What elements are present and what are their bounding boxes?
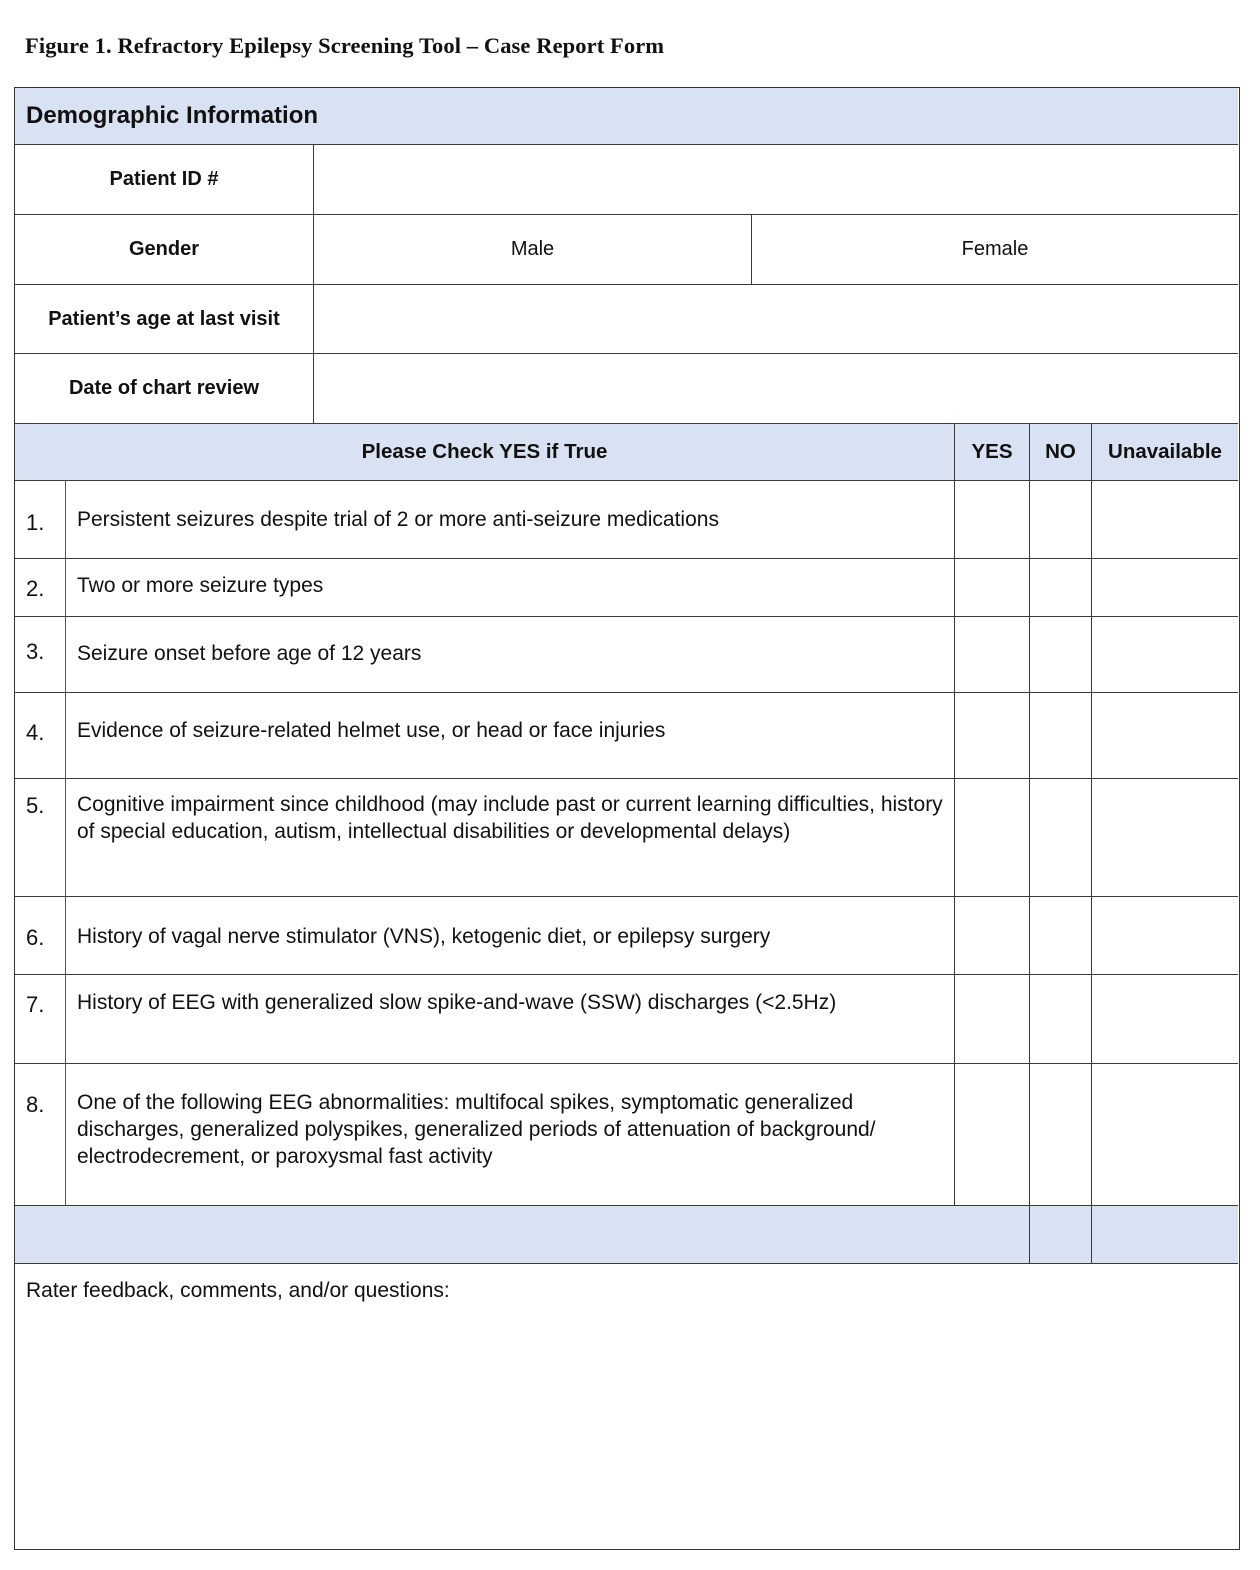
patient-id-field[interactable] <box>313 144 1238 214</box>
item-number: 5. <box>15 778 65 896</box>
yes-column-header: YES <box>954 423 1029 480</box>
patient-id-label: Patient ID # <box>15 144 313 214</box>
demographic-section-header: Demographic Information <box>15 88 1238 144</box>
unavailable-checkbox[interactable] <box>1091 558 1238 616</box>
item-number: 6. <box>15 896 65 974</box>
yes-checkbox[interactable] <box>954 778 1029 896</box>
comments-label: Rater feedback, comments, and/or questions: <box>26 1279 450 1302</box>
no-checkbox[interactable] <box>1029 1063 1091 1205</box>
unavailable-checkbox[interactable] <box>1091 692 1238 778</box>
yes-checkbox[interactable] <box>954 692 1029 778</box>
unavailable-column-header: Unavailable <box>1091 423 1238 480</box>
item-text: Two or more seizure types <box>65 558 954 616</box>
no-column-header: NO <box>1029 423 1091 480</box>
checklist-footer-no <box>1029 1205 1091 1263</box>
item-number: 3. <box>15 616 65 692</box>
age-field[interactable] <box>313 284 1238 353</box>
yes-checkbox[interactable] <box>954 616 1029 692</box>
no-checkbox[interactable] <box>1029 692 1091 778</box>
item-number: 4. <box>15 692 65 778</box>
item-number: 7. <box>15 974 65 1063</box>
no-checkbox[interactable] <box>1029 480 1091 558</box>
item-text: One of the following EEG abnormalities: multifocal spikes, symptomatic generalized discharges, generalized polyspikes, generalized periods of attenuation of background/ electrodecrement, or paroxysmal fast activity <box>65 1063 954 1205</box>
item-number: 1. <box>15 480 65 558</box>
item-number: 2. <box>15 558 65 616</box>
unavailable-checkbox[interactable] <box>1091 480 1238 558</box>
yes-checkbox[interactable] <box>954 896 1029 974</box>
item-text: Persistent seizures despite trial of 2 or more anti-seizure medications <box>65 480 954 558</box>
checklist-instruction-header: Please Check YES if True <box>15 423 954 480</box>
yes-checkbox[interactable] <box>954 558 1029 616</box>
item-number: 8. <box>15 1063 65 1205</box>
no-checkbox[interactable] <box>1029 896 1091 974</box>
unavailable-checkbox[interactable] <box>1091 778 1238 896</box>
review-date-label: Date of chart review <box>15 353 313 423</box>
gender-option-male[interactable]: Male <box>313 214 751 284</box>
gender-label: Gender <box>15 214 313 284</box>
age-label: Patient’s age at last visit <box>15 284 313 353</box>
yes-checkbox[interactable] <box>954 974 1029 1063</box>
unavailable-checkbox[interactable] <box>1091 1063 1238 1205</box>
no-checkbox[interactable] <box>1029 558 1091 616</box>
item-text: History of EEG with generalized slow spike-and-wave (SSW) discharges (<2.5Hz) <box>65 974 954 1063</box>
item-text: Seizure onset before age of 12 years <box>65 616 954 692</box>
unavailable-checkbox[interactable] <box>1091 974 1238 1063</box>
no-checkbox[interactable] <box>1029 616 1091 692</box>
comments-area[interactable] <box>15 1263 1238 1548</box>
yes-checkbox[interactable] <box>954 1063 1029 1205</box>
review-date-field[interactable] <box>313 353 1238 423</box>
no-checkbox[interactable] <box>1029 778 1091 896</box>
figure-title: Figure 1. Refractory Epilepsy Screening Tool – Case Report Form <box>25 33 665 58</box>
case-report-form <box>14 87 1240 1550</box>
yes-checkbox[interactable] <box>954 480 1029 558</box>
gender-option-female[interactable]: Female <box>751 214 1238 284</box>
checklist-footer-unavailable <box>1091 1205 1238 1263</box>
item-text: History of vagal nerve stimulator (VNS), ketogenic diet, or epilepsy surgery <box>65 896 954 974</box>
unavailable-checkbox[interactable] <box>1091 896 1238 974</box>
item-text: Evidence of seizure-related helmet use, or head or face injuries <box>65 692 954 778</box>
unavailable-checkbox[interactable] <box>1091 616 1238 692</box>
no-checkbox[interactable] <box>1029 974 1091 1063</box>
item-text: Cognitive impairment since childhood (may include past or current learning difficulties, history of special education, autism, intellectual disabilities or developmental delays) <box>65 778 954 896</box>
checklist-footer-total <box>15 1205 1029 1263</box>
